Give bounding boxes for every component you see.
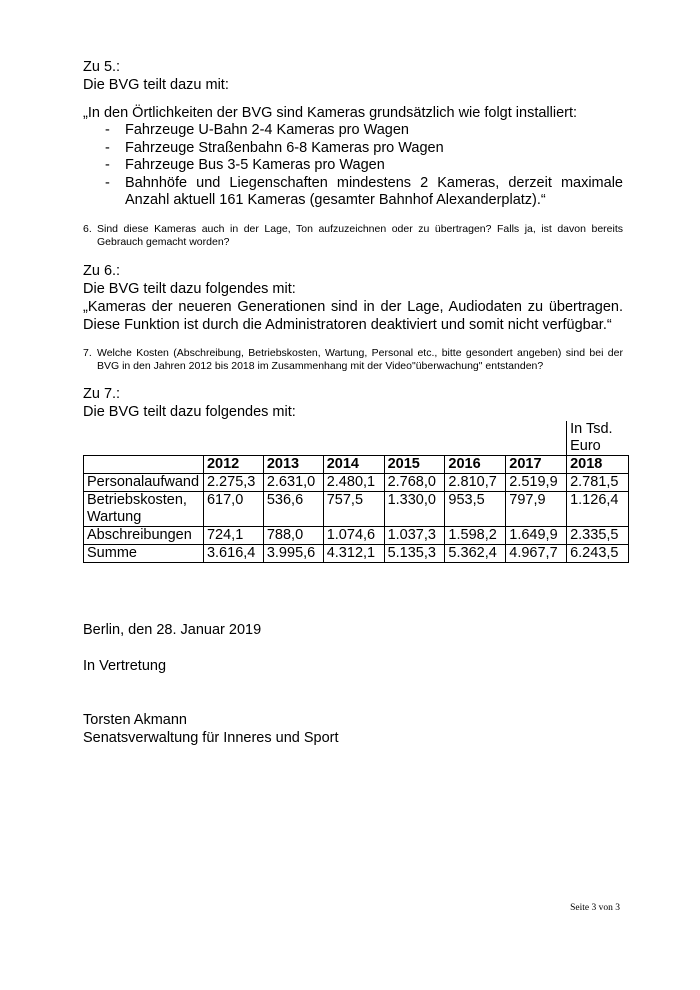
table-cell: 1.649,9 — [506, 526, 567, 544]
page-number: Seite 3 von 3 — [570, 903, 620, 913]
header-cell: 2012 — [203, 455, 263, 473]
list-item: - Bahnhöfe und Liegenschaften mindestens 2 Kameras, derzeit maximale Anzahl aktuell 161 Kameras (gesamter Bahnhof Alexanderplatz).“ — [105, 174, 623, 208]
answer6-intro: Die BVG teilt dazu folgendes mit: — [83, 280, 296, 297]
signatory-name: Torsten Akmann — [83, 711, 187, 728]
table-cell: 2.335,5 — [567, 526, 629, 544]
table-cell: 1.126,4 — [567, 491, 629, 526]
list-item: - Fahrzeuge Bus 3-5 Kameras pro Wagen — [105, 157, 385, 173]
row-label: Summe — [84, 544, 204, 562]
cost-table — [83, 421, 629, 563]
question6: 6. Sind diese Kameras auch in der Lage, Ton aufzuzeichnen oder zu übertragen? Falls ja, ist davon bereits Gebrauch gemacht worden? — [83, 222, 623, 248]
table-cell: 2.275,3 — [203, 473, 263, 491]
unit-label: In Tsd. Euro — [567, 421, 629, 456]
header-cell: 2014 — [323, 455, 384, 473]
table-cell: 5.362,4 — [445, 544, 506, 562]
table-cell: 2.480,1 — [323, 473, 384, 491]
table-cell: 617,0 — [203, 491, 263, 526]
camera-list — [83, 122, 623, 210]
table-cell: 788,0 — [263, 526, 323, 544]
row-label: Abschreibungen — [84, 526, 204, 544]
header-cell: 2016 — [445, 455, 506, 473]
table-row — [84, 473, 629, 491]
table-cell: 1.330,0 — [384, 491, 445, 526]
answer6-text: „Kameras der neueren Generationen sind in der Lage, Audiodaten zu übertragen. Diese Funktion ist durch die Administratoren deaktiviert und somit nicht verfügbar.“ — [83, 298, 623, 333]
table-cell: 3.995,6 — [263, 544, 323, 562]
table-header-row — [84, 455, 629, 473]
header-cell: 2015 — [384, 455, 445, 473]
answer5-heading: Zu 5.: — [83, 59, 121, 75]
table-cell: 4.312,1 — [323, 544, 384, 562]
answer5-quote: „In den Örtlichkeiten der BVG sind Kameras grundsätzlich wie folgt installiert: — [83, 105, 578, 121]
table-row — [84, 491, 629, 526]
table-cell: 2.631,0 — [263, 473, 323, 491]
table-cell: 1.598,2 — [445, 526, 506, 544]
table-cell: 1.074,6 — [323, 526, 384, 544]
table-cell: 536,6 — [263, 491, 323, 526]
list-item: - Fahrzeuge Straßenbahn 6-8 Kameras pro Wagen — [105, 139, 444, 156]
table-row — [84, 544, 629, 562]
table-cell: 4.967,7 — [506, 544, 567, 562]
question7: 7. Welche Kosten (Abschreibung, Betriebskosten, Wartung, Personal etc., bitte gesondert angeben) sind bei der BVG in den Jahren 2012 bis 2018 im Zusammenhang mit der Video"überwachung" entstanden? — [83, 346, 623, 372]
table-cell: 2.519,9 — [506, 473, 567, 491]
header-cell: 2018 — [567, 455, 629, 473]
header-cell: 2017 — [506, 455, 567, 473]
answer5-intro: Die BVG teilt dazu mit: — [83, 77, 229, 93]
table-cell: 6.243,5 — [567, 544, 629, 562]
table-cell: 2.781,5 — [567, 473, 629, 491]
header-cell — [84, 455, 204, 473]
table-cell: 1.037,3 — [384, 526, 445, 544]
place-date: Berlin, den 28. Januar 2019 — [83, 621, 262, 638]
table-cell: 2.768,0 — [384, 473, 445, 491]
table-cell: 724,1 — [203, 526, 263, 544]
answer6-heading: Zu 6.: — [83, 262, 121, 279]
representation: In Vertretung — [83, 657, 167, 674]
answer7-heading: Zu 7.: — [83, 385, 121, 402]
table-cell: 757,5 — [323, 491, 384, 526]
signatory-office: Senatsverwaltung für Inneres und Sport — [83, 729, 339, 746]
table-row — [84, 526, 629, 544]
table-cell: 2.810,7 — [445, 473, 506, 491]
header-cell: 2013 — [263, 455, 323, 473]
table-cell: 5.135,3 — [384, 544, 445, 562]
list-item: - Fahrzeuge U-Bahn 2-4 Kameras pro Wagen — [105, 122, 409, 138]
row-label: Betriebskosten, Wartung — [84, 491, 204, 526]
document-body — [83, 58, 623, 747]
table-cell: 797,9 — [506, 491, 567, 526]
table-cell: 3.616,4 — [203, 544, 263, 562]
table-cell: 953,5 — [445, 491, 506, 526]
row-label: Personalaufwand — [84, 473, 204, 491]
answer7-intro: Die BVG teilt dazu folgendes mit: — [83, 403, 296, 420]
